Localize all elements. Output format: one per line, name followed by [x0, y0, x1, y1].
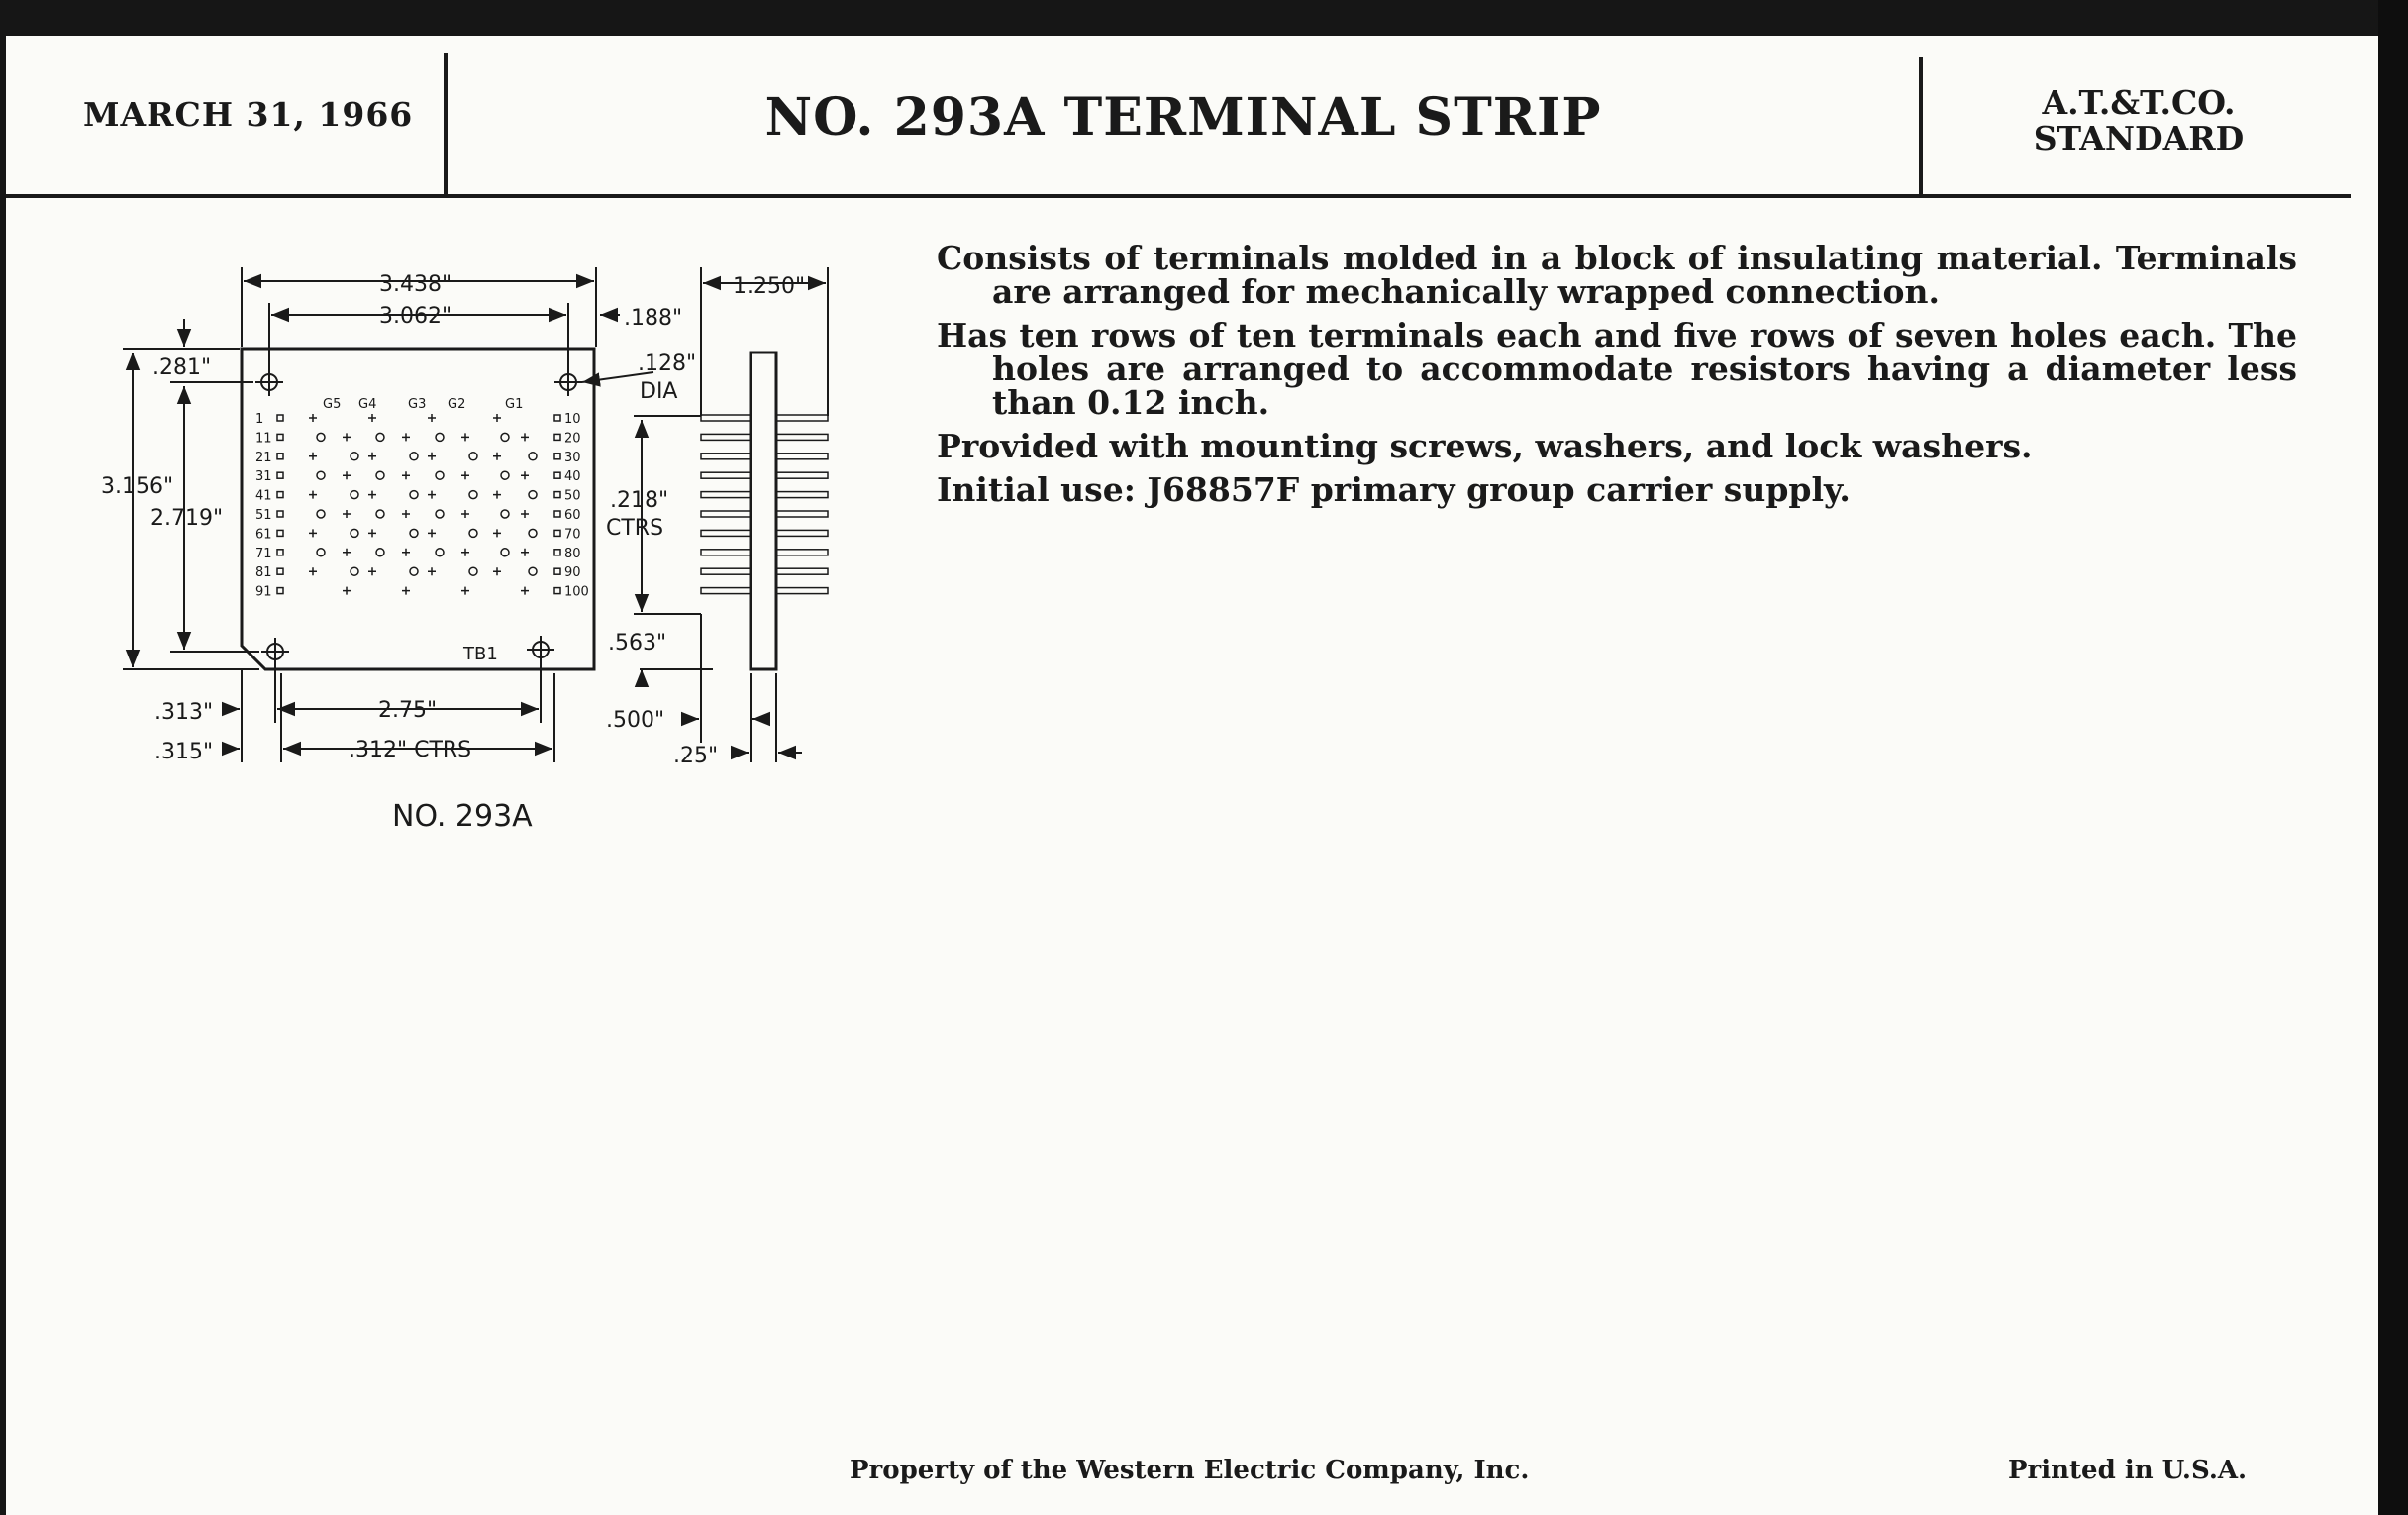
terminal-cross — [521, 510, 529, 518]
dim-edge-offset: .188" — [624, 306, 683, 331]
resistor-hole — [351, 567, 358, 575]
terminal-square — [277, 434, 283, 440]
terminal-cross — [428, 414, 436, 422]
resistor-hole — [469, 491, 477, 499]
terminal-square — [277, 568, 283, 574]
terminal-cross — [309, 529, 317, 537]
terminal-pin — [701, 588, 751, 594]
terminal-cross — [461, 510, 469, 518]
terminal-cross — [493, 529, 501, 537]
resistor-hole — [410, 491, 418, 499]
terminal-pin — [701, 415, 751, 421]
row-label-right: 100 — [564, 584, 589, 600]
row-label-left: 81 — [255, 565, 272, 581]
resistor-hole — [317, 549, 325, 556]
row-label-left: 11 — [255, 431, 272, 447]
row-label-left: 21 — [255, 450, 272, 465]
terminal-cross — [461, 471, 469, 479]
dim-bottom-offset: .563" — [608, 631, 667, 656]
terminal-pin — [776, 472, 828, 478]
resistor-hole — [501, 549, 509, 556]
issue-date: MARCH 31, 1966 — [83, 95, 414, 134]
terminal-square — [554, 434, 560, 440]
dim-bottom-275: 2.75" — [378, 698, 438, 723]
page-title: NO. 293A TERMINAL STRIP — [764, 87, 1602, 148]
terminal-cross — [493, 491, 501, 499]
terminal-cross — [343, 510, 351, 518]
resistor-hole — [436, 471, 444, 479]
terminal-cross — [428, 567, 436, 575]
dim-left-313: .313" — [154, 700, 214, 725]
dim-terminal-spacing: .218" — [610, 488, 669, 513]
resistor-hole — [317, 471, 325, 479]
dim-top-offset: .281" — [152, 355, 212, 380]
terminal-cross — [461, 587, 469, 595]
resistor-hole — [410, 529, 418, 537]
resistor-hole — [501, 471, 509, 479]
terminal-cross — [368, 491, 376, 499]
terminal-pin — [776, 454, 828, 459]
terminal-square — [277, 454, 283, 459]
description-paragraph: Consists of terminals molded in a block of insulating material. Terminals are arranged for mechanically wrapped connection. — [937, 239, 2297, 311]
terminal-cross — [521, 587, 529, 595]
terminal-square — [554, 588, 560, 594]
terminal-cross — [368, 414, 376, 422]
terminal-pin — [776, 492, 828, 498]
dim-side-thickness: .25" — [673, 744, 719, 768]
group-label: G5 — [323, 397, 342, 412]
dim-width-holes: 3.062" — [379, 304, 452, 329]
terminal-square — [554, 568, 560, 574]
terminal-cross — [521, 471, 529, 479]
standard-line-2: STANDARD — [2033, 119, 2245, 157]
terminal-square — [277, 550, 283, 556]
terminal-cross — [343, 587, 351, 595]
resistor-hole — [351, 529, 358, 537]
terminal-cross — [402, 510, 410, 518]
terminal-pins — [701, 415, 828, 594]
row-label-right: 90 — [564, 565, 581, 581]
terminal-cross — [309, 491, 317, 499]
terminal-square — [554, 492, 560, 498]
terminal-cross — [368, 453, 376, 460]
terminal-pin — [701, 511, 751, 517]
terminal-cross — [343, 471, 351, 479]
row-label-right: 40 — [564, 469, 581, 485]
row-label-right: 70 — [564, 527, 581, 543]
terminal-square — [277, 588, 283, 594]
terminal-cross — [493, 414, 501, 422]
terminal-square — [554, 550, 560, 556]
row-label-left: 31 — [255, 469, 272, 485]
group-label: G1 — [505, 397, 524, 412]
property-notice: Property of the Western Electric Company, Inc. — [850, 1456, 1530, 1485]
terminal-square — [277, 530, 283, 536]
row-label-right: 30 — [564, 450, 581, 465]
row-label-right: 60 — [564, 508, 581, 523]
resistor-hole — [351, 453, 358, 460]
terminal-cross — [309, 453, 317, 460]
terminal-pin — [701, 472, 751, 478]
resistor-hole — [469, 453, 477, 460]
row-label-right: 80 — [564, 546, 581, 561]
resistor-hole — [529, 453, 537, 460]
terminal-pin — [776, 415, 828, 421]
terminal-cross — [521, 433, 529, 441]
row-label-left: 51 — [255, 508, 272, 523]
terminal-square — [277, 492, 283, 498]
resistor-hole — [376, 549, 384, 556]
dim-width-overall: 3.438" — [379, 272, 452, 297]
terminal-pin — [701, 550, 751, 556]
drawing-caption: NO. 293A — [392, 799, 533, 834]
dim-terminal-spacing-label: CTRS — [606, 516, 664, 541]
terminal-pin — [776, 588, 828, 594]
terminal-pin — [701, 530, 751, 536]
terminal-cross — [309, 567, 317, 575]
terminal-square — [277, 415, 283, 421]
terminal-square — [277, 472, 283, 478]
group-label: G4 — [358, 397, 377, 412]
terminal-field — [255, 397, 589, 600]
row-label-left: 41 — [255, 488, 272, 504]
terminal-cross — [309, 414, 317, 422]
terminal-cross — [343, 549, 351, 556]
terminal-pin — [776, 511, 828, 517]
terminal-square — [554, 415, 560, 421]
description-paragraph: Initial use: J68857F primary group carrier supply. — [937, 470, 1851, 509]
row-label-right: 10 — [564, 412, 581, 427]
resistor-hole — [501, 433, 509, 441]
resistor-hole — [376, 471, 384, 479]
resistor-hole — [436, 433, 444, 441]
resistor-hole — [529, 491, 537, 499]
terminal-cross — [428, 453, 436, 460]
row-label-left: 61 — [255, 527, 272, 543]
terminal-pin — [776, 530, 828, 536]
terminal-pin — [776, 568, 828, 574]
resistor-hole — [436, 549, 444, 556]
dim-side-bottom: .500" — [606, 708, 665, 733]
terminal-pin — [701, 568, 751, 574]
resistor-hole — [410, 567, 418, 575]
terminal-pin — [701, 454, 751, 459]
terminal-pin — [701, 492, 751, 498]
dim-hole-dia-label: DIA — [640, 379, 678, 404]
description-paragraph: Has ten rows of ten terminals each and five rows of seven holes each. The holes are arranged to accommodate resistors having a diameter less than 0.12 inch. — [937, 316, 2297, 422]
resistor-hole — [501, 510, 509, 518]
terminal-cross — [428, 529, 436, 537]
terminal-pin — [776, 550, 828, 556]
row-label-left: 1 — [255, 412, 264, 427]
terminal-cross — [521, 549, 529, 556]
row-label-left: 71 — [255, 546, 272, 561]
dim-height-holes: 2.719" — [150, 506, 224, 531]
terminal-cross — [402, 587, 410, 595]
row-label-right: 20 — [564, 431, 581, 447]
resistor-hole — [529, 567, 537, 575]
resistor-hole — [376, 433, 384, 441]
dim-left-315: .315" — [154, 740, 214, 764]
description-paragraph: Provided with mounting screws, washers, and lock washers. — [937, 427, 2033, 465]
terminal-cross — [493, 567, 501, 575]
resistor-hole — [317, 433, 325, 441]
terminal-cross — [428, 491, 436, 499]
terminal-pin — [701, 434, 751, 440]
terminal-square — [554, 511, 560, 517]
dim-side-width: 1.250" — [733, 274, 806, 299]
resistor-hole — [469, 529, 477, 537]
terminal-cross — [402, 549, 410, 556]
standard-line-1: A.T.&T.CO. — [2042, 83, 2236, 122]
resistor-hole — [351, 491, 358, 499]
terminal-square — [554, 530, 560, 536]
group-label: G3 — [408, 397, 427, 412]
resistor-hole — [317, 510, 325, 518]
row-label-right: 50 — [564, 488, 581, 504]
block-label: TB1 — [463, 644, 498, 664]
terminal-pin — [776, 434, 828, 440]
resistor-hole — [529, 529, 537, 537]
side-view-outline — [751, 353, 776, 669]
resistor-hole — [376, 510, 384, 518]
terminal-cross — [368, 567, 376, 575]
dim-hole-dia: .128" — [638, 352, 697, 376]
terminal-cross — [368, 529, 376, 537]
terminal-square — [554, 472, 560, 478]
terminal-cross — [343, 433, 351, 441]
group-label: G2 — [448, 397, 466, 412]
terminal-cross — [461, 433, 469, 441]
row-label-left: 91 — [255, 584, 272, 600]
dim-height-overall: 3.156" — [101, 474, 174, 499]
terminal-cross — [402, 433, 410, 441]
printed-notice: Printed in U.S.A. — [2008, 1456, 2248, 1485]
resistor-hole — [436, 510, 444, 518]
terminal-cross — [402, 471, 410, 479]
dim-bottom-312: .312" CTRS — [349, 738, 472, 762]
terminal-square — [554, 454, 560, 459]
resistor-hole — [410, 453, 418, 460]
terminal-cross — [461, 549, 469, 556]
resistor-hole — [469, 567, 477, 575]
terminal-square — [277, 511, 283, 517]
terminal-cross — [493, 453, 501, 460]
